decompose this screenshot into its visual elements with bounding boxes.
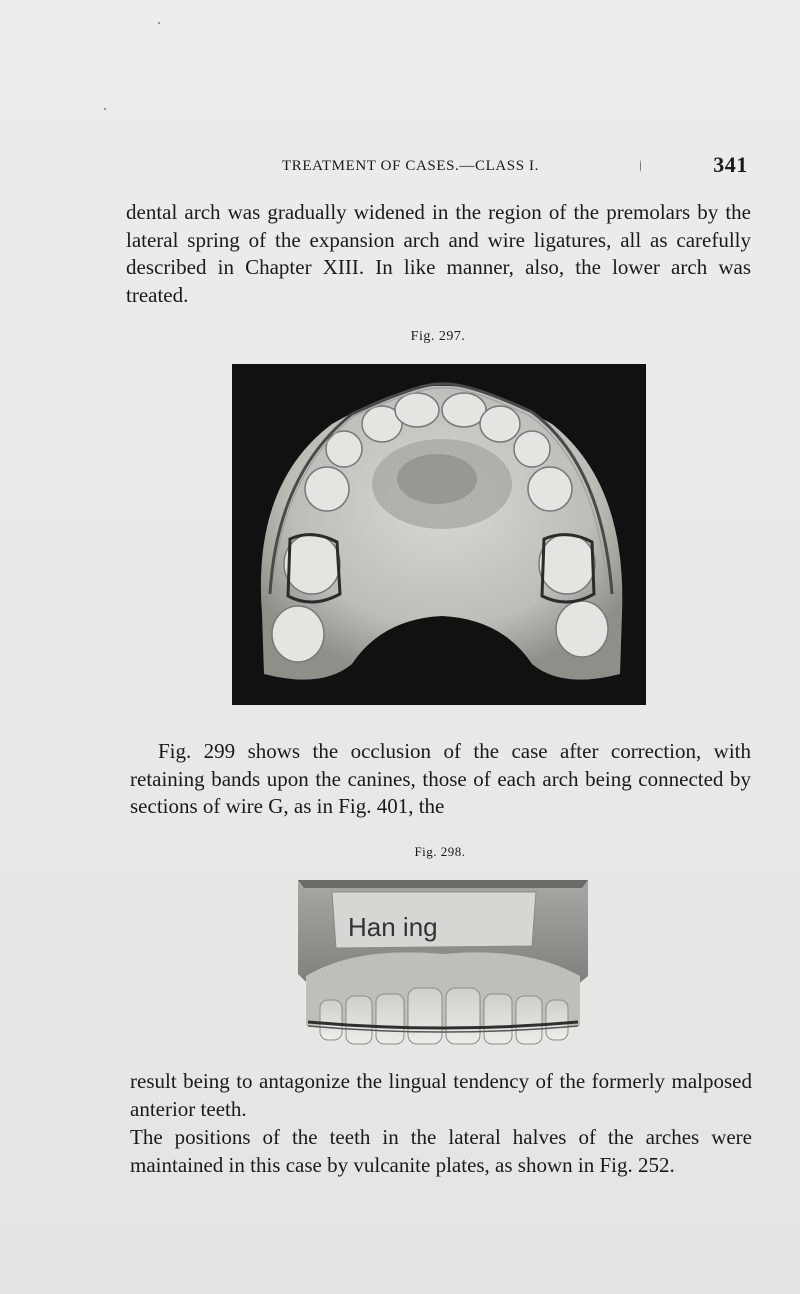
page-number: 341 xyxy=(713,152,748,177)
paragraph-2: Fig. 299 shows the occlusion of the case after correction, with retaining bands upon the canines, those of each arch being connected by sections of wire G, as in Fig. 401, the xyxy=(130,739,751,818)
paragraph-3: result being to antagonize the lingual tendency of the formerly malposed anterior teeth. xyxy=(130,1069,752,1121)
model-inscription: Han ing xyxy=(348,912,438,942)
figure-298-photo xyxy=(296,876,590,1060)
figure-298-caption: Fig. 298. xyxy=(414,844,466,859)
paper-speck xyxy=(104,108,106,110)
upper-arch-cast-illustration xyxy=(232,364,646,705)
paper-speck xyxy=(640,160,641,172)
running-title: TREATMENT OF CASES.—CLASS I. xyxy=(282,158,539,174)
paragraph-4: The positions of the teeth in the lateral halves of the arches were maintained in this case by vulcanite plates, as shown in Fig. 252. xyxy=(130,1125,752,1177)
paper-speck xyxy=(158,22,160,24)
figure-297-photo xyxy=(232,364,646,705)
paragraph-1: dental arch was gradually widened in the region of the premolars by the lateral spring of the expansion arch and wire ligatures, all as carefully described in Chapter XIII. In like manner, also, the lower arch was treated. xyxy=(126,200,751,307)
figure-297-caption: Fig. 297. xyxy=(410,329,466,344)
front-cast-illustration xyxy=(296,876,590,1060)
